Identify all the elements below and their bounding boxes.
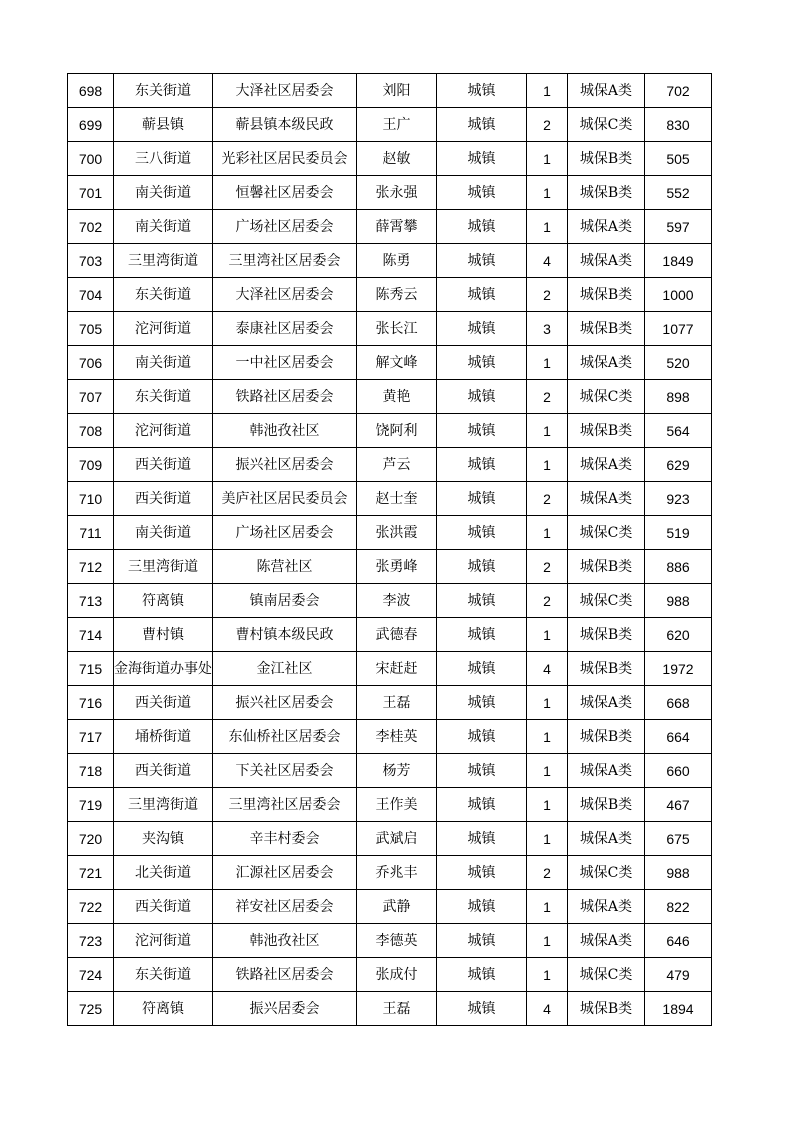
residence-type-cell: 城镇	[437, 176, 527, 210]
subdistrict-cell: 夹沟镇	[114, 822, 213, 856]
subdistrict-cell: 沱河街道	[114, 924, 213, 958]
subdistrict-cell: 东关街道	[114, 958, 213, 992]
assistance-category-cell: 城保A类	[568, 346, 645, 380]
household-size-cell: 1	[527, 754, 568, 788]
amount-cell: 668	[645, 686, 712, 720]
community-cell: 曹村镇本级民政	[213, 618, 357, 652]
household-size-cell: 4	[527, 652, 568, 686]
row-number-cell: 712	[68, 550, 114, 584]
recipient-name-cell: 王磊	[357, 686, 437, 720]
assistance-category-cell: 城保B类	[568, 278, 645, 312]
table-row	[68, 482, 712, 516]
assistance-category-cell: 城保B类	[568, 788, 645, 822]
household-size-cell: 4	[527, 244, 568, 278]
subdistrict-cell: 蕲县镇	[114, 108, 213, 142]
row-number-cell: 720	[68, 822, 114, 856]
row-number-cell: 705	[68, 312, 114, 346]
residence-type-cell: 城镇	[437, 482, 527, 516]
subdistrict-cell: 曹村镇	[114, 618, 213, 652]
household-size-cell: 1	[527, 414, 568, 448]
subdistrict-cell: 西关街道	[114, 754, 213, 788]
amount-cell: 660	[645, 754, 712, 788]
residence-type-cell: 城镇	[437, 584, 527, 618]
row-number-cell: 723	[68, 924, 114, 958]
assistance-category-cell: 城保A类	[568, 924, 645, 958]
table-row	[68, 550, 712, 584]
residence-type-cell: 城镇	[437, 346, 527, 380]
table-row	[68, 414, 712, 448]
subdistrict-cell: 东关街道	[114, 278, 213, 312]
residence-type-cell: 城镇	[437, 380, 527, 414]
recipient-name-cell: 赵士奎	[357, 482, 437, 516]
table-row	[68, 448, 712, 482]
subdistrict-cell: 三里湾街道	[114, 244, 213, 278]
amount-cell: 467	[645, 788, 712, 822]
table-row	[68, 108, 712, 142]
assistance-category-cell: 城保A类	[568, 448, 645, 482]
amount-cell: 886	[645, 550, 712, 584]
subdistrict-cell: 南关街道	[114, 516, 213, 550]
subdistrict-cell: 东关街道	[114, 74, 213, 108]
table-row	[68, 278, 712, 312]
row-number-cell: 722	[68, 890, 114, 924]
row-number-cell: 700	[68, 142, 114, 176]
amount-cell: 898	[645, 380, 712, 414]
row-number-cell: 715	[68, 652, 114, 686]
amount-cell: 620	[645, 618, 712, 652]
recipient-name-cell: 解文峰	[357, 346, 437, 380]
residence-type-cell: 城镇	[437, 312, 527, 346]
household-size-cell: 1	[527, 686, 568, 720]
table-row	[68, 992, 712, 1026]
amount-cell: 1972	[645, 652, 712, 686]
household-size-cell: 4	[527, 992, 568, 1026]
residence-type-cell: 城镇	[437, 448, 527, 482]
amount-cell: 1077	[645, 312, 712, 346]
assistance-category-cell: 城保B类	[568, 550, 645, 584]
community-cell: 辛丰村委会	[213, 822, 357, 856]
household-size-cell: 3	[527, 312, 568, 346]
amount-cell: 479	[645, 958, 712, 992]
recipient-name-cell: 饶阿利	[357, 414, 437, 448]
row-number-cell: 717	[68, 720, 114, 754]
row-number-cell: 718	[68, 754, 114, 788]
subdistrict-cell: 南关街道	[114, 176, 213, 210]
recipient-name-cell: 薛霄攀	[357, 210, 437, 244]
recipient-name-cell: 黄艳	[357, 380, 437, 414]
community-cell: 大泽社区居委会	[213, 278, 357, 312]
recipient-name-cell: 李德英	[357, 924, 437, 958]
amount-cell: 675	[645, 822, 712, 856]
community-cell: 镇南居委会	[213, 584, 357, 618]
residence-type-cell: 城镇	[437, 652, 527, 686]
assistance-category-cell: 城保C类	[568, 856, 645, 890]
community-cell: 三里湾社区居委会	[213, 788, 357, 822]
assistance-category-cell: 城保B类	[568, 652, 645, 686]
community-cell: 一中社区居委会	[213, 346, 357, 380]
community-cell: 下关社区居委会	[213, 754, 357, 788]
table-row	[68, 312, 712, 346]
household-size-cell: 1	[527, 890, 568, 924]
recipient-name-cell: 张洪霞	[357, 516, 437, 550]
row-number-cell: 704	[68, 278, 114, 312]
household-size-cell: 1	[527, 924, 568, 958]
recipient-name-cell: 武静	[357, 890, 437, 924]
household-size-cell: 1	[527, 346, 568, 380]
table-row	[68, 210, 712, 244]
residence-type-cell: 城镇	[437, 244, 527, 278]
assistance-category-cell: 城保C类	[568, 380, 645, 414]
data-table-sheet	[67, 73, 711, 1026]
residence-type-cell: 城镇	[437, 74, 527, 108]
residence-type-cell: 城镇	[437, 856, 527, 890]
residence-type-cell: 城镇	[437, 210, 527, 244]
subdistrict-cell: 三八街道	[114, 142, 213, 176]
household-size-cell: 1	[527, 788, 568, 822]
community-cell: 金江社区	[213, 652, 357, 686]
table-row	[68, 516, 712, 550]
assistance-category-cell: 城保B类	[568, 414, 645, 448]
subdistrict-cell: 符离镇	[114, 992, 213, 1026]
row-number-cell: 710	[68, 482, 114, 516]
residence-type-cell: 城镇	[437, 958, 527, 992]
subdistrict-cell: 东关街道	[114, 380, 213, 414]
table-row	[68, 720, 712, 754]
table-row	[68, 176, 712, 210]
household-size-cell: 2	[527, 108, 568, 142]
subdistrict-cell: 金海街道办事处	[114, 652, 213, 686]
residence-type-cell: 城镇	[437, 686, 527, 720]
community-cell: 祥安社区居委会	[213, 890, 357, 924]
table-row	[68, 244, 712, 278]
table-row	[68, 652, 712, 686]
table-row	[68, 380, 712, 414]
community-cell: 振兴居委会	[213, 992, 357, 1026]
assistance-category-cell: 城保B类	[568, 618, 645, 652]
residence-type-cell: 城镇	[437, 618, 527, 652]
table-row	[68, 584, 712, 618]
recipient-name-cell: 芦云	[357, 448, 437, 482]
row-number-cell: 698	[68, 74, 114, 108]
amount-cell: 1849	[645, 244, 712, 278]
table-row	[68, 142, 712, 176]
amount-cell: 1000	[645, 278, 712, 312]
household-size-cell: 2	[527, 584, 568, 618]
assistance-category-cell: 城保C类	[568, 958, 645, 992]
subdistrict-cell: 符离镇	[114, 584, 213, 618]
recipient-name-cell: 张长江	[357, 312, 437, 346]
amount-cell: 988	[645, 856, 712, 890]
household-size-cell: 1	[527, 74, 568, 108]
residence-type-cell: 城镇	[437, 754, 527, 788]
community-cell: 汇源社区居委会	[213, 856, 357, 890]
row-number-cell: 703	[68, 244, 114, 278]
household-size-cell: 1	[527, 720, 568, 754]
row-number-cell: 721	[68, 856, 114, 890]
community-cell: 铁路社区居委会	[213, 958, 357, 992]
community-cell: 蕲县镇本级民政	[213, 108, 357, 142]
household-size-cell: 1	[527, 176, 568, 210]
residence-type-cell: 城镇	[437, 108, 527, 142]
assistance-category-cell: 城保A类	[568, 686, 645, 720]
subdistrict-cell: 西关街道	[114, 448, 213, 482]
residence-type-cell: 城镇	[437, 278, 527, 312]
assistance-category-cell: 城保A类	[568, 890, 645, 924]
subdistrict-cell: 三里湾街道	[114, 788, 213, 822]
household-size-cell: 2	[527, 380, 568, 414]
subdistrict-cell: 沱河街道	[114, 312, 213, 346]
residence-type-cell: 城镇	[437, 516, 527, 550]
amount-cell: 702	[645, 74, 712, 108]
assistance-category-cell: 城保B类	[568, 312, 645, 346]
subdistrict-cell: 埇桥街道	[114, 720, 213, 754]
residence-type-cell: 城镇	[437, 890, 527, 924]
recipient-name-cell: 张永强	[357, 176, 437, 210]
recipient-name-cell: 王作美	[357, 788, 437, 822]
recipient-name-cell: 王磊	[357, 992, 437, 1026]
recipient-name-cell: 陈秀云	[357, 278, 437, 312]
recipient-name-cell: 陈勇	[357, 244, 437, 278]
amount-cell: 988	[645, 584, 712, 618]
row-number-cell: 699	[68, 108, 114, 142]
assistance-category-cell: 城保A类	[568, 210, 645, 244]
table-row	[68, 74, 712, 108]
assistance-category-cell: 城保A类	[568, 74, 645, 108]
amount-cell: 629	[645, 448, 712, 482]
row-number-cell: 701	[68, 176, 114, 210]
household-size-cell: 2	[527, 482, 568, 516]
row-number-cell: 713	[68, 584, 114, 618]
household-size-cell: 1	[527, 448, 568, 482]
row-number-cell: 709	[68, 448, 114, 482]
recipient-name-cell: 刘阳	[357, 74, 437, 108]
community-cell: 广场社区居委会	[213, 210, 357, 244]
amount-cell: 646	[645, 924, 712, 958]
assistance-category-cell: 城保C类	[568, 516, 645, 550]
table-row	[68, 822, 712, 856]
community-cell: 恒馨社区居委会	[213, 176, 357, 210]
row-number-cell: 707	[68, 380, 114, 414]
table-row	[68, 686, 712, 720]
subdistrict-cell: 三里湾街道	[114, 550, 213, 584]
community-cell: 振兴社区居委会	[213, 448, 357, 482]
subdistrict-cell: 西关街道	[114, 686, 213, 720]
household-size-cell: 2	[527, 856, 568, 890]
recipient-name-cell: 乔兆丰	[357, 856, 437, 890]
community-cell: 三里湾社区居委会	[213, 244, 357, 278]
subdistrict-cell: 南关街道	[114, 346, 213, 380]
amount-cell: 505	[645, 142, 712, 176]
community-cell: 大泽社区居委会	[213, 74, 357, 108]
residence-type-cell: 城镇	[437, 720, 527, 754]
assistance-category-cell: 城保A类	[568, 482, 645, 516]
household-size-cell: 1	[527, 210, 568, 244]
recipient-name-cell: 王广	[357, 108, 437, 142]
assistance-category-cell: 城保B类	[568, 142, 645, 176]
recipient-name-cell: 杨芳	[357, 754, 437, 788]
amount-cell: 519	[645, 516, 712, 550]
community-cell: 光彩社区居民委员会	[213, 142, 357, 176]
amount-cell: 822	[645, 890, 712, 924]
community-cell: 陈营社区	[213, 550, 357, 584]
row-number-cell: 711	[68, 516, 114, 550]
row-number-cell: 719	[68, 788, 114, 822]
household-size-cell: 1	[527, 142, 568, 176]
household-size-cell: 2	[527, 550, 568, 584]
household-size-cell: 2	[527, 278, 568, 312]
assistance-category-cell: 城保A类	[568, 822, 645, 856]
recipient-name-cell: 张成付	[357, 958, 437, 992]
household-size-cell: 1	[527, 516, 568, 550]
assistance-category-cell: 城保B类	[568, 176, 645, 210]
row-number-cell: 706	[68, 346, 114, 380]
amount-cell: 597	[645, 210, 712, 244]
assistance-category-cell: 城保B类	[568, 992, 645, 1026]
household-size-cell: 1	[527, 618, 568, 652]
assistance-roster-table	[67, 73, 712, 1026]
amount-cell: 564	[645, 414, 712, 448]
community-cell: 铁路社区居委会	[213, 380, 357, 414]
recipient-name-cell: 李波	[357, 584, 437, 618]
community-cell: 泰康社区居委会	[213, 312, 357, 346]
community-cell: 美庐社区居民委员会	[213, 482, 357, 516]
residence-type-cell: 城镇	[437, 788, 527, 822]
amount-cell: 923	[645, 482, 712, 516]
community-cell: 韩池孜社区	[213, 414, 357, 448]
subdistrict-cell: 南关街道	[114, 210, 213, 244]
assistance-category-cell: 城保C类	[568, 108, 645, 142]
table-row	[68, 346, 712, 380]
row-number-cell: 714	[68, 618, 114, 652]
amount-cell: 1894	[645, 992, 712, 1026]
row-number-cell: 702	[68, 210, 114, 244]
household-size-cell: 1	[527, 958, 568, 992]
amount-cell: 664	[645, 720, 712, 754]
table-body	[68, 74, 712, 1026]
residence-type-cell: 城镇	[437, 550, 527, 584]
table-row	[68, 788, 712, 822]
amount-cell: 830	[645, 108, 712, 142]
recipient-name-cell: 宋赶赶	[357, 652, 437, 686]
recipient-name-cell: 张勇峰	[357, 550, 437, 584]
subdistrict-cell: 沱河街道	[114, 414, 213, 448]
table-row	[68, 924, 712, 958]
residence-type-cell: 城镇	[437, 924, 527, 958]
amount-cell: 552	[645, 176, 712, 210]
row-number-cell: 724	[68, 958, 114, 992]
table-row	[68, 890, 712, 924]
amount-cell: 520	[645, 346, 712, 380]
table-row	[68, 754, 712, 788]
subdistrict-cell: 西关街道	[114, 890, 213, 924]
community-cell: 振兴社区居委会	[213, 686, 357, 720]
table-row	[68, 856, 712, 890]
table-row	[68, 958, 712, 992]
residence-type-cell: 城镇	[437, 822, 527, 856]
residence-type-cell: 城镇	[437, 992, 527, 1026]
subdistrict-cell: 西关街道	[114, 482, 213, 516]
residence-type-cell: 城镇	[437, 142, 527, 176]
row-number-cell: 725	[68, 992, 114, 1026]
community-cell: 东仙桥社区居委会	[213, 720, 357, 754]
residence-type-cell: 城镇	[437, 414, 527, 448]
community-cell: 广场社区居委会	[213, 516, 357, 550]
table-row	[68, 618, 712, 652]
recipient-name-cell: 武斌启	[357, 822, 437, 856]
assistance-category-cell: 城保C类	[568, 584, 645, 618]
assistance-category-cell: 城保A类	[568, 244, 645, 278]
recipient-name-cell: 赵敏	[357, 142, 437, 176]
assistance-category-cell: 城保B类	[568, 720, 645, 754]
household-size-cell: 1	[527, 822, 568, 856]
assistance-category-cell: 城保A类	[568, 754, 645, 788]
recipient-name-cell: 李桂英	[357, 720, 437, 754]
row-number-cell: 716	[68, 686, 114, 720]
community-cell: 韩池孜社区	[213, 924, 357, 958]
recipient-name-cell: 武德春	[357, 618, 437, 652]
row-number-cell: 708	[68, 414, 114, 448]
subdistrict-cell: 北关街道	[114, 856, 213, 890]
